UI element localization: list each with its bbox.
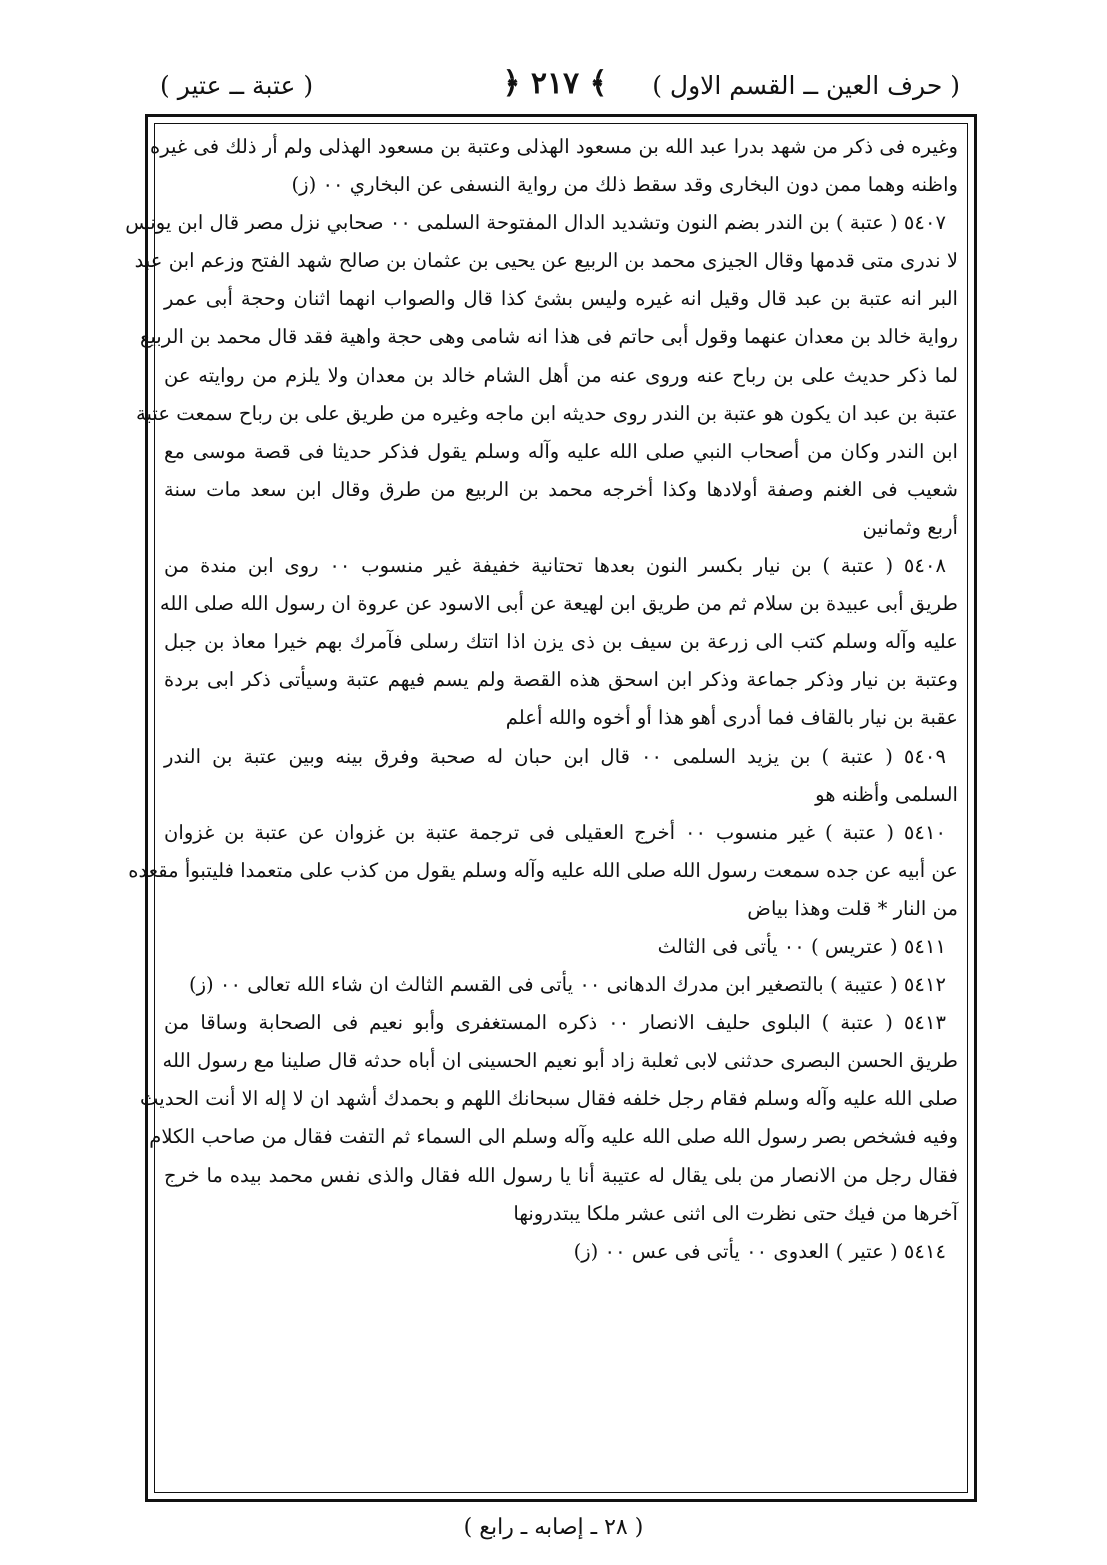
page-header	[150, 62, 960, 110]
section-title: ( حرف العين ــ القسم الاول )	[652, 71, 960, 100]
text-line: آخرها من فيك حتى نظرت الى اثنى عشر ملكا يبتدرونها	[513, 1201, 958, 1225]
text-line: لما ذكر حديث على بن رباح عنه وروى عنه من أهل الشام خالد بن معدان ولا يلزم من روايته عن	[164, 363, 958, 387]
text-line: عقبة بن نيار بالقاف فما أدرى أهو هذا أو أخوه والله أعلم	[505, 706, 958, 730]
entry-5412: ٥٤١٢ ( عتيبة ) بالتصغير ابن مدرك الدهانى ٠٠ يأتى فى القسم الثالث ان شاء الله تعالى ٠٠ (ز)	[188, 973, 946, 997]
text-line: وفيه فشخص بصر رسول الله صلى الله عليه وآله وسلم الى السماء ثم التفت فقال من صاحب الكلام	[149, 1125, 958, 1149]
text-line: عتبة بن عبد ان يكون هو عتبة بن الندر روى حديثه ابن ماجه وغيره من طريق على بن رباح سمعت عتبة	[136, 401, 958, 425]
entry-5411: ٥٤١١ ( عتريس ) ٠٠ يأتى فى الثالث	[657, 934, 946, 958]
entry-5408: ٥٤٠٨ ( عتبة ) بن نيار بكسر النون بعدها تحتانية خفيفة غير منسوب ٠٠ روى ابن مندة من	[164, 554, 946, 578]
text-line: من النار * قلت وهذا بياض	[747, 896, 958, 920]
text-line: البر انه عتبة بن عبد قال وقيل انه غيره وليس بشئ كذا قال والصواب انهما اثنان وحجة أبى عمر	[164, 287, 958, 311]
text-line: وعتبة بن نيار وذكر جماعة وذكر ابن اسحق هذه القصة ولم يسم فيهم عتبة وسيأتى ذكر ابى بردة	[164, 668, 958, 692]
page-number: ﴿ ٢١٧ ﴾	[502, 66, 608, 101]
entry-range: ( عتبة ــ عتير )	[160, 71, 314, 100]
text-line: ابن الندر وكان من أصحاب النبي صلى الله عليه وآله وسلم يقول فذكر حديثا فى قصة موسى مع	[164, 439, 958, 463]
text-line: شعيب فى الغنم وصفة أولادها وكذا أخرجه محمد بن الربيع من طرق وقال ابن سعد مات سنة	[164, 477, 958, 501]
entry-5407: ٥٤٠٧ ( عتبة ) بن الندر بضم النون وتشديد الدال المفتوحة السلمى ٠٠ صحابي نزل مصر قال ابن يونس	[125, 211, 946, 235]
text-line: وغيره فى ذكر من شهد بدرا عبد الله بن مسعود الهذلى وعتبة بن مسعود الهذلى ولم أر ذلك فى غيره	[149, 135, 958, 158]
text-line: طريق الحسن البصرى حدثنى لابى ثعلبة زاد أبو نعيم الحسينى ان أباه حدثه قال صلينا مع رسول الله	[162, 1049, 958, 1073]
entry-5410: ٥٤١٠ ( عتبة ) غير منسوب ٠٠ أخرج العقيلى فى ترجمة عتبة بن غزوان عن عتبة بن غزوان	[164, 820, 946, 844]
text-line: صلى الله عليه وآله وسلم فقام رجل خلفه فقال سبحانك اللهم و بحمدك أشهد ان لا إله الا أنت الحديث	[140, 1087, 958, 1111]
entry-5413: ٥٤١٣ ( عتبة ) البلوى حليف الانصار ٠٠ ذكره المستغفرى وأبو نعيم فى الصحابة وساقا من	[164, 1011, 947, 1035]
text-line: واظنه وهما ممن دون البخارى وقد سقط ذلك من رواية النسفى عن البخاري ٠٠ (ز)	[291, 173, 958, 197]
entry-5414: ٥٤١٤ ( عتير ) العدوى ٠٠ يأتى فى عس ٠٠ (ز)	[573, 1239, 946, 1263]
text-line: عن أبيه عن جده سمعت رسول الله صلى الله عليه وآله وسلم يقول من كذب على متعمدا فليتبوأ مقعده	[128, 858, 958, 882]
text-line: لا ندرى متى قدمها وقال الجيزى محمد بن الربيع عن يحيى بن عثمان بن صالح شهد الفتح وزعم ابن عبد	[134, 249, 958, 273]
page-footer: ( ٢٨ ـ إصابه ـ رابع )	[463, 1515, 644, 1540]
text-line: أربع وثمانين	[862, 515, 958, 539]
text-line: السلمى وأظنه هو	[815, 782, 958, 806]
text-line: رواية خالد بن معدان عنهما وقول أبى حاتم فى هذا انه شامى وهى حجة واهية فقد قال محمد بن الربيع	[139, 325, 958, 349]
entry-5409: ٥٤٠٩ ( عتبة ) بن يزيد السلمى ٠٠ قال ابن حبان له صحبة وفرق بينه وبين عتبة بن الندر	[164, 744, 946, 768]
text-line: عليه وآله وسلم كتب الى زرعة بن سيف بن ذى يزن اذا اتتك رسلى فآمرك بهم خيرا معاذ بن جبل	[164, 630, 958, 654]
text-line: طريق أبى عبيدة بن سلام ثم من طريق ابن لهيعة عن أبى الاسود عن عروة ان رسول الله صلى الله	[159, 592, 958, 616]
body-text	[125, 128, 958, 1488]
text-line: فقال رجل من الانصار من بلى يقال له عتيبة أنا يا رسول الله فقال والذى نفس محمد بيده ما خرج	[164, 1163, 958, 1187]
